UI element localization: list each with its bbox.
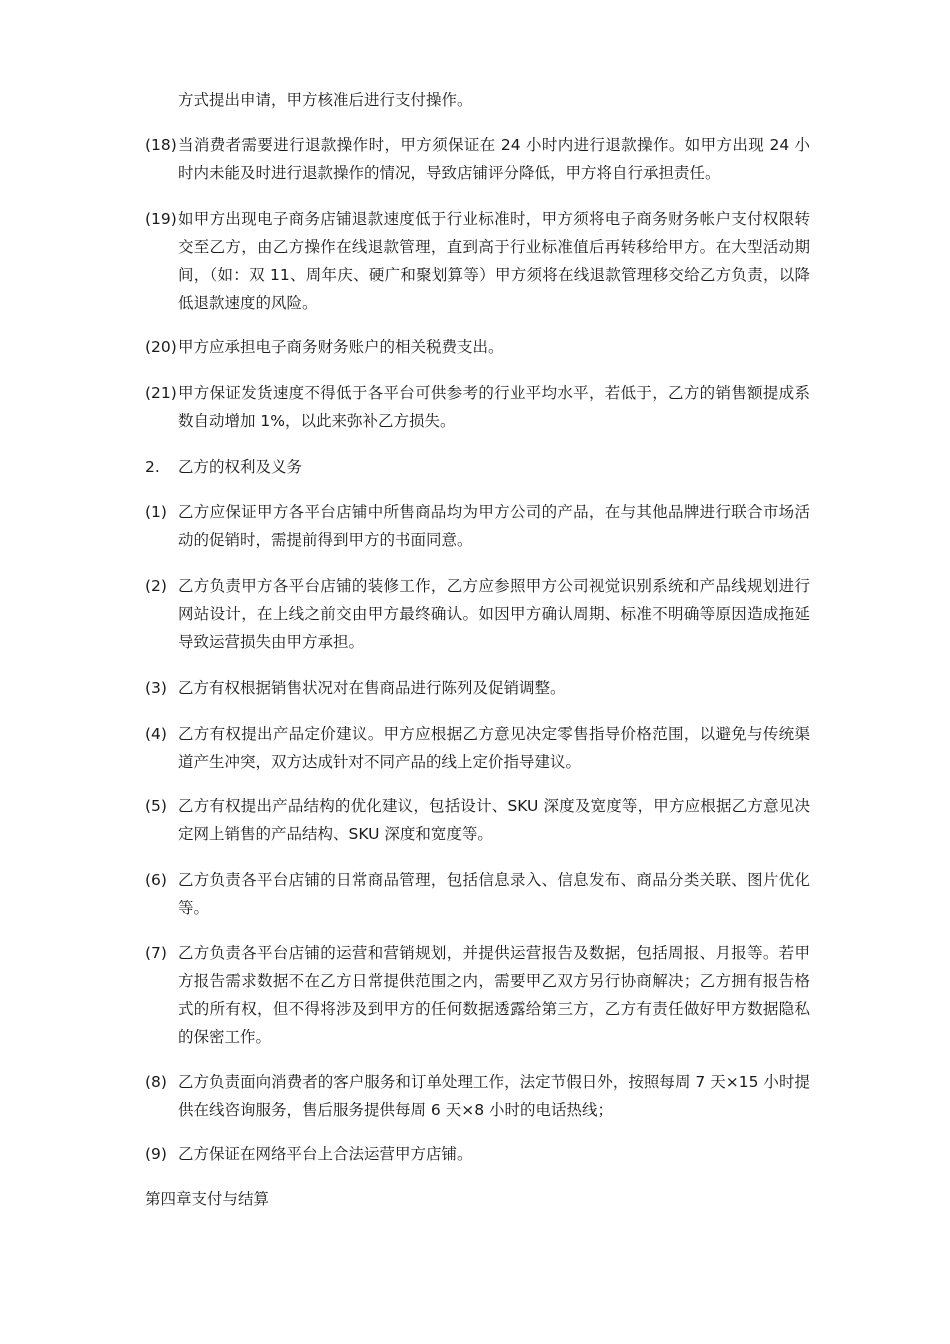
clause-21	[145, 379, 810, 435]
clause-number: (21)	[145, 384, 177, 402]
clause-text: 甲方保证发货速度不得低于各平台可供参考的行业平均水平，若低于，乙方的销售额提成系数自动增加 1%，以此来弥补乙方损失。	[178, 384, 810, 430]
clause-6	[145, 866, 810, 922]
clause-number: (6)	[145, 871, 167, 889]
clause-number: (4)	[145, 725, 167, 743]
clause-19	[145, 205, 810, 317]
clause-text: 乙方负责面向消费者的客户服务和订单处理工作，法定节假日外，按照每周 7 天×15 小时提供在线咨询服务，售后服务提供每周 6 天×8 小时的电话热线；	[178, 1073, 810, 1119]
intro-text: 方式提出申请，甲方核准后进行支付操作。	[178, 91, 473, 109]
clause-text: 乙方有权提出产品结构的优化建议，包括设计、SKU 深度及宽度等，甲方应根据乙方意见决定网上销售的产品结构、SKU 深度和宽度等。	[178, 797, 810, 843]
clause-7	[145, 939, 810, 1051]
chapter-heading: 第四章支付与结算	[145, 1190, 270, 1208]
clause-number: (20)	[145, 338, 177, 356]
clause-number: (2)	[145, 577, 167, 595]
clause-8	[145, 1068, 810, 1124]
clause-2	[145, 572, 810, 656]
clause-text: 甲方应承担电子商务财务账户的相关税费支出。	[178, 338, 504, 356]
clause-text: 乙方负责甲方各平台店铺的装修工作，乙方应参照甲方公司视觉识别系统和产品线规划进行网站设计，在上线之前交由甲方最终确认。如因甲方确认周期、标准不明确等原因造成拖延导致运营损失由甲方承担。	[178, 577, 810, 651]
clause-number: (19)	[145, 210, 177, 228]
clause-text: 乙方有权根据销售状况对在售商品进行陈列及促销调整。	[178, 679, 566, 697]
clause-text: 乙方负责各平台店铺的运营和营销规划，并提供运营报告及数据，包括周报、月报等。若甲方报告需求数据不在乙方日常提供范围之内，需要甲乙双方另行协商解决；乙方拥有报告格式的所有权，但不得将涉及到甲方的任何数据透露给第三方，乙方有责任做好甲方数据隐私的保密工作。	[178, 944, 810, 1046]
clause-20	[145, 333, 810, 361]
clause-text: 如甲方出现电子商务店铺退款速度低于行业标准时，甲方须将电子商务财务帐户支付权限转交至乙方，由乙方操作在线退款管理，直到高于行业标准值后再转移给甲方。在大型活动期间，（如：双 11、周年庆、硬广和聚划算等）甲方须将在线退款管理移交给乙方负责，以降低退款速度的风险。	[178, 210, 810, 312]
clause-1	[145, 498, 810, 554]
clause-number: (9)	[145, 1145, 167, 1163]
clause-9	[145, 1140, 810, 1168]
clause-number: (18)	[145, 136, 177, 154]
clause-number: (3)	[145, 679, 167, 697]
section-title: 乙方的权利及义务	[178, 458, 303, 476]
intro-paragraph	[145, 86, 810, 114]
clause-number: (1)	[145, 503, 167, 521]
clause-number: (7)	[145, 944, 167, 962]
clause-text: 乙方有权提出产品定价建议。甲方应根据乙方意见决定零售指导价格范围，以避免与传统渠道产生冲突，双方达成针对不同产品的线上定价指导建议。	[178, 725, 810, 771]
clause-4	[145, 720, 810, 776]
section-heading	[145, 453, 810, 481]
clause-text: 当消费者需要进行退款操作时，甲方须保证在 24 小时内进行退款操作。如甲方出现 24 小时内未能及时进行退款操作的情况，导致店铺评分降低，甲方将自行承担责任。	[178, 136, 810, 182]
clause-number: (5)	[145, 797, 167, 815]
clause-text: 乙方负责各平台店铺的日常商品管理，包括信息录入、信息发布、商品分类关联、图片优化等。	[178, 871, 810, 917]
clause-3	[145, 674, 810, 702]
clause-text: 乙方应保证甲方各平台店铺中所售商品均为甲方公司的产品，在与其他品牌进行联合市场活动的促销时，需提前得到甲方的书面同意。	[178, 503, 810, 549]
clause-text: 乙方保证在网络平台上合法运营甲方店铺。	[178, 1145, 473, 1163]
clause-number: (8)	[145, 1073, 167, 1091]
clause-5	[145, 792, 810, 848]
section-number: 2.	[145, 458, 160, 476]
clause-18	[145, 131, 810, 187]
